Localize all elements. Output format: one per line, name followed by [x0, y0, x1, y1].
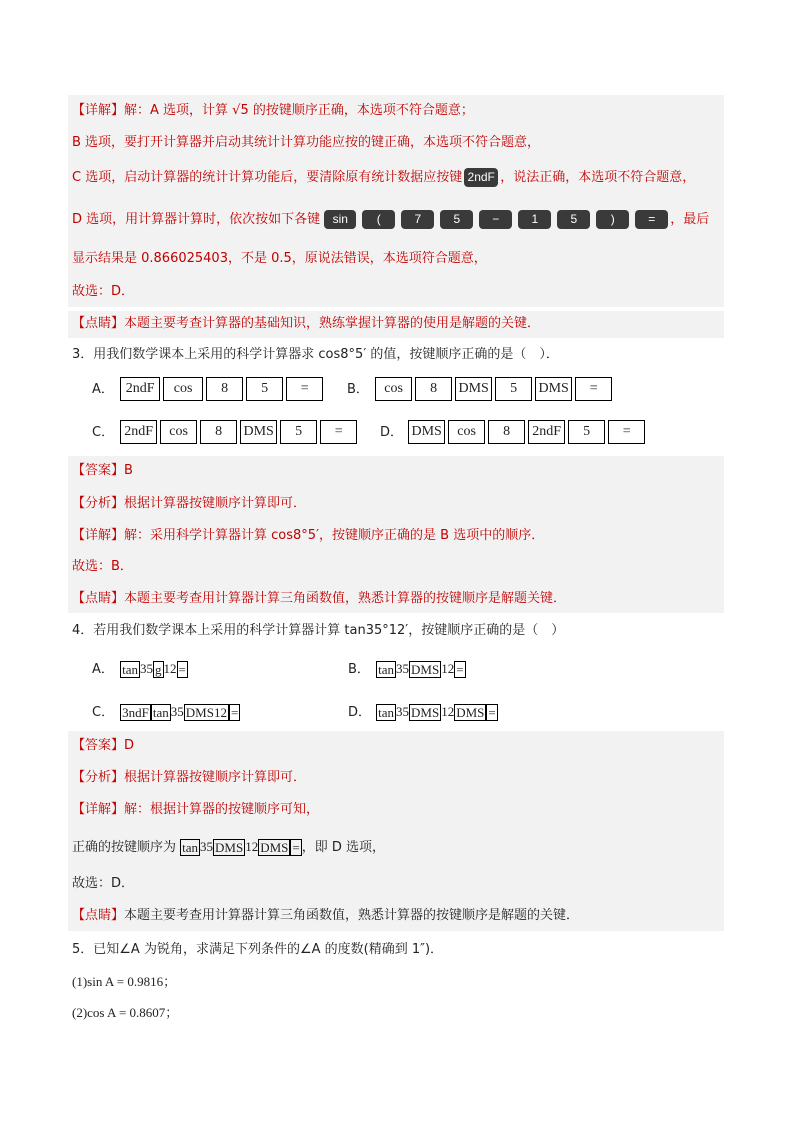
q2-detail-c-post: ，说法正确，本选项不符合题意， [500, 170, 696, 185]
key: 2ndF [528, 420, 565, 444]
digits: 35 [200, 839, 214, 854]
q4-detail-text: 解：根据计算器的按键顺序可知， [124, 802, 320, 817]
digits: 12 [441, 661, 455, 676]
key-5b: 5 [557, 210, 590, 229]
key: DMS [240, 420, 277, 444]
key: cos [160, 420, 197, 444]
q2-detail-e: 显示结果是 0.866025403，不是 0.5，原说法错误，本选项符合题意， [72, 251, 487, 266]
q4-correct-sequence [72, 837, 385, 858]
q2-detail-b: B 选项，要打开计算器并启动其统计计算功能应按的键正确，本选项不符合题意， [72, 135, 541, 150]
key-rparen: ) [596, 210, 629, 229]
digits: 12 [163, 661, 177, 676]
q2-detail-line [72, 101, 474, 121]
digits: 35 [396, 661, 410, 676]
comment-tag: 【点睛】 [72, 908, 125, 923]
key: DMS [455, 377, 492, 401]
q2-detail-d-pre: D 选项，用计算器计算时，依次按如下各键 [72, 212, 321, 227]
correct-post: ，即 D 选项， [301, 840, 386, 855]
key: = [575, 377, 612, 401]
key-7: 7 [401, 210, 434, 229]
key: 2ndF [120, 420, 157, 444]
detail-tag: 【详解】 [72, 103, 125, 118]
option-label: C． [92, 424, 115, 440]
option-label: C． [92, 705, 115, 720]
q3-answer [72, 461, 133, 481]
key-1: 1 [518, 210, 551, 229]
q3-analysis-text: 根据计算器按键顺序计算即可． [124, 496, 307, 511]
q2-choose: 故选：D． [72, 284, 135, 299]
comment-tag: 【点睛】 [72, 316, 125, 331]
key-2ndf-dark: 2ndF [464, 168, 498, 187]
key: = [488, 705, 496, 720]
q3-stem: 3．用我们数学课本上采用的科学计算器求 cos8°5′ 的值，按键顺序正确的是（ ）． [72, 347, 559, 362]
q3-answer-value: B [124, 463, 133, 478]
key: 5 [280, 420, 317, 444]
q4-option-b [348, 658, 466, 678]
q3-analysis [72, 494, 306, 514]
q4-analysis [72, 768, 306, 788]
key: 8 [200, 420, 237, 444]
option-label: B． [347, 381, 369, 397]
key: cos [375, 377, 412, 401]
key: = [608, 420, 645, 444]
key: 8 [415, 377, 452, 401]
q3-detail [72, 526, 544, 546]
detail-tag: 【详解】 [72, 802, 125, 817]
correct-pre: 正确的按键顺序为 [72, 840, 177, 855]
key: DMS [408, 420, 445, 444]
key: = [320, 420, 357, 444]
digits: 12 [441, 704, 455, 719]
q5-stem: 5．已知∠A 为锐角，求满足下列条件的∠A 的度数(精确到 1″)． [72, 942, 444, 957]
q2-comment [72, 314, 540, 334]
key: tan [378, 705, 395, 720]
key: DMS [411, 705, 440, 720]
key-5: 5 [440, 210, 473, 229]
option-label: A． [92, 662, 114, 677]
option-label: D． [348, 705, 372, 720]
key: = [178, 662, 186, 677]
comment-tag: 【点睛】 [72, 591, 125, 606]
key: 2ndF [120, 377, 160, 401]
q2-detail-c-pre: C 选项，启动计算器的统计计算功能后，要清除原有统计数据应按键 [72, 170, 463, 185]
digits: 35 [396, 704, 410, 719]
key: = [456, 662, 464, 677]
answer-tag: 【答案】 [72, 463, 125, 478]
q4-analysis-text: 根据计算器按键顺序计算即可． [124, 770, 307, 785]
key: DMS12 [185, 705, 227, 720]
q4-choose: 故选：D． [72, 876, 135, 891]
q2-detail-d [72, 210, 709, 230]
q4-option-a [92, 658, 188, 678]
answer-tag: 【答案】 [72, 738, 125, 753]
key: 5 [246, 377, 283, 401]
digits: 35 [140, 661, 154, 676]
q4-comment-text: 本题主要考查用计算器计算三角函数值，熟悉计算器的按键顺序是解题的关键． [124, 908, 580, 923]
q3-option-d [380, 420, 648, 444]
q4-detail [72, 800, 319, 820]
key: DMS [535, 377, 572, 401]
key: = [286, 377, 323, 401]
q2-solution-block [68, 95, 724, 307]
analysis-tag: 【分析】 [72, 496, 125, 511]
q3-comment [72, 589, 566, 609]
q5-part2: (2)cos A = 0.8607； [72, 1005, 179, 1020]
digits: 35 [170, 704, 184, 719]
q4-answer-value: D [124, 738, 135, 753]
key: cos [163, 377, 203, 401]
key: 8 [206, 377, 243, 401]
q4-solution-block [68, 731, 724, 931]
key: 5 [495, 377, 532, 401]
key: 8 [488, 420, 525, 444]
key: tan [122, 662, 139, 677]
key-equals: = [635, 210, 668, 229]
key: cos [448, 420, 485, 444]
option-label: A． [92, 381, 114, 397]
key: 3ndF [122, 705, 149, 720]
q4-option-d [348, 701, 498, 721]
q3-comment-text: 本题主要考查用计算器计算三角函数值，熟悉计算器的按键顺序是解题关键． [124, 591, 567, 606]
q4-comment [72, 906, 579, 926]
key: DMS [456, 705, 485, 720]
key: tan [378, 662, 395, 677]
key: DMS [215, 840, 244, 855]
key: tan [182, 840, 199, 855]
q2-detail-c [72, 168, 695, 188]
q2-comment-text: 本题主要考查计算器的基础知识，熟练掌握计算器的使用是解题的关键． [124, 316, 541, 331]
option-label: B． [348, 662, 370, 677]
q4-option-c [92, 701, 240, 721]
key-lparen: ( [362, 210, 395, 229]
q2-detail-a: 解：A 选项，计算 √5 的按键顺序正确，本选项不符合题意； [124, 103, 474, 118]
digits: 12 [245, 839, 259, 854]
key: 5 [568, 420, 605, 444]
q2-detail-d-post: ，最后 [670, 212, 710, 227]
detail-tag: 【详解】 [72, 528, 125, 543]
q4-stem: 4．若用我们数学课本上采用的科学计算器计算 tan35°12′，按键顺序正确的是（ ） [72, 623, 565, 638]
analysis-tag: 【分析】 [72, 770, 125, 785]
option-label: D． [380, 424, 404, 440]
key: DMS [411, 662, 440, 677]
key: DMS [260, 840, 289, 855]
q3-choose: 故选：B． [72, 559, 133, 574]
q5-part1: (1)sin A = 0.9816； [72, 974, 177, 989]
key: tan [152, 705, 169, 720]
key-sin: sin [324, 210, 356, 229]
q3-option-b [347, 377, 615, 401]
key: = [292, 840, 300, 855]
q3-detail-text: 解：采用科学计算器计算 cos8°5′，按键顺序正确的是 B 选项中的顺序． [124, 528, 545, 543]
key: g [155, 662, 162, 677]
q4-answer [72, 736, 134, 756]
key: = [230, 705, 239, 720]
q3-option-c [92, 420, 360, 444]
key-minus: − [479, 210, 512, 229]
q3-option-a [92, 377, 326, 401]
